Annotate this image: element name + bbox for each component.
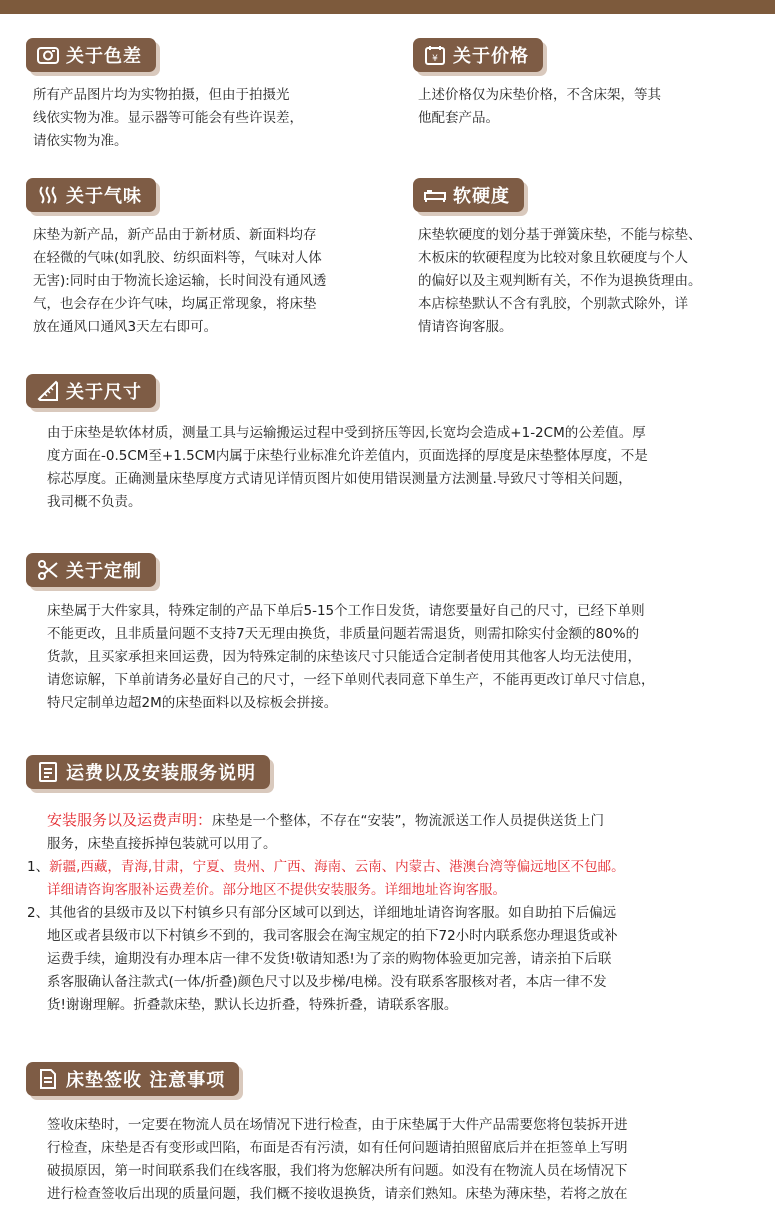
scissors-icon <box>36 558 60 582</box>
top-bar <box>0 0 775 14</box>
text-line: 上述价格仅为床垫价格，不含床架，等其 <box>418 87 661 103</box>
signing-text <box>47 1114 762 1206</box>
text-line: 破损原因，第一时间联系我们在线客服，我们将为您解决所有问题。如没有在物流人员在场情况下 <box>47 1163 628 1179</box>
size-header <box>26 374 156 408</box>
text-line: 由于床垫是软体材质，测量工具与运输搬运过程中受到挤压等因,长宽均会造成+1-2CM的公差值。厚 <box>47 425 646 441</box>
smell-title: 关于气味 <box>66 186 142 207</box>
custom-title: 关于定制 <box>66 561 142 582</box>
text-line: 其他省的县级市及以下村镇乡只有部分区域可以到达，详细地址请咨询客服。如自助拍下后偏远 <box>49 905 617 921</box>
text-line: 木板床的软硬程度为比较对象且软硬度与个人 <box>418 250 688 266</box>
signing-title: 床垫签收 注意事项 <box>66 1070 226 1091</box>
text-line: 床垫属于大件家具，特殊定制的产品下单后5-15个工作日发货，请您要量好自己的尺寸，已经下单则 <box>47 603 645 619</box>
text-line: 床垫为新产品，新产品由于新材质、新面料均存 <box>33 227 317 243</box>
document-icon <box>36 1067 60 1091</box>
item-number: 1、 <box>27 859 50 875</box>
smell-text <box>33 224 383 339</box>
text-line: 签收床垫时，一定要在物流人员在场情况下进行检查，由于床垫属于大件产品需要您将包装拆开进 <box>47 1117 628 1133</box>
price-text <box>418 84 748 130</box>
price-calendar-icon <box>423 43 447 67</box>
color-diff-header <box>26 38 156 72</box>
color-diff-title: 关于色差 <box>66 46 142 67</box>
text-line: 行检查，床垫是否有变形或凹陷，布面是否有污渍，如有任何问题请拍照留底后并在拒签单上写明 <box>47 1140 628 1156</box>
hardness-header <box>413 178 524 212</box>
item-number: 2、 <box>27 905 50 921</box>
text-line: 进行检查签收后出现的质量问题，我们概不接收退换货，请亲们熟知。床垫为薄床垫，若将之放在 <box>47 1186 628 1202</box>
text-line: 他配套产品。 <box>418 110 499 126</box>
smell-header <box>26 178 156 212</box>
text-line: 服务，床垫直接拆掉包装就可以用了。 <box>47 836 277 852</box>
text-line: 我司概不负责。 <box>47 494 142 510</box>
text-line: 床垫软硬度的划分基于弹簧床垫，不能与棕垫、 <box>418 227 702 243</box>
price-header <box>413 38 543 72</box>
text-line: 的偏好以及主观判断有关，不作为退换货理由。 <box>418 273 702 289</box>
shipping-item-2 <box>27 902 762 925</box>
shipping-header <box>26 755 270 789</box>
shipping-lead-red: 安装服务以及运费声明： <box>47 811 213 829</box>
text-line: 度方面在-0.5CM至+1.5CM内属于床垫行业标准允许差值内，页面选择的厚度是床垫整体厚度，不是 <box>47 448 648 464</box>
shipping-lead <box>47 809 762 833</box>
text-line: 运费手续，逾期没有办理本店一律不发货!敬请知悉!为了亲的购物体验更加完善，请亲拍下后联 <box>47 951 612 967</box>
clipboard-icon <box>36 760 60 784</box>
bed-icon <box>423 183 447 207</box>
text-line: 请您谅解，下单前请务必量好自己的尺寸，一经下单则代表同意下单生产，不能再更改订单尺寸信息， <box>47 672 655 688</box>
text-line: 线依实物为准。显示器等可能会有些许误差， <box>33 110 303 126</box>
signing-header <box>26 1062 239 1096</box>
shipping-text <box>27 809 762 1017</box>
text-line: 新疆,西藏，青海,甘肃，宁夏、贵州、广西、海南、云南、内蒙古、港澳台湾等偏远地区不包邮。 <box>49 859 625 875</box>
ruler-icon <box>36 379 60 403</box>
text-line: 货款，且买家承担来回运费，因为特殊定制的床垫该尺寸只能适合定制者使用其他客人均无法使用， <box>47 649 641 665</box>
text-line: 不能更改，且非质量问题不支持7天无理由换货，非质量问题若需退货，则需扣除实付金额的80%的 <box>47 626 640 642</box>
color-diff-text <box>33 84 373 153</box>
text-line: 特尺定制单边超2M的床垫面料以及棕板会拼接。 <box>47 695 338 711</box>
camera-icon <box>36 43 60 67</box>
text-line: 气，也会存在少许气味，均属正常现象，将床垫 <box>33 296 317 312</box>
size-text <box>47 422 762 514</box>
text-line: 地区或者县级市以下村镇乡不到的，我司客服会在淘宝规定的拍下72小时内联系您办理退货或补 <box>47 928 618 944</box>
shipping-lead-rest: 床垫是一个整体，不存在“安装”，物流派送工作人员提供送货上门 <box>212 813 605 829</box>
price-title: 关于价格 <box>453 46 529 67</box>
text-line: 情请咨询客服。 <box>418 319 513 335</box>
smell-waves-icon <box>36 183 60 207</box>
text-line: 详细请咨询客服补运费差价。部分地区不提供安装服务。详细地址咨询客服。 <box>47 882 506 898</box>
svg-text:¥: ¥ <box>432 54 438 64</box>
shipping-title: 运费以及安装服务说明 <box>66 763 256 784</box>
hardness-title: 软硬度 <box>453 186 510 207</box>
text-line: 所有产品图片均为实物拍摄，但由于拍摄光 <box>33 87 290 103</box>
text-line: 系客服确认备注款式(一体/折叠)颜色尺寸以及步梯/电梯。没有联系客服核对者，本店一律不发 <box>47 974 607 990</box>
text-line: 放在通风口通风3天左右即可。 <box>33 319 218 335</box>
text-line: 货!谢谢理解。折叠款床垫，默认长边折叠，特殊折叠，请联系客服。 <box>47 997 458 1013</box>
hardness-text <box>418 224 768 339</box>
text-line: 请依实物为准。 <box>33 133 128 149</box>
custom-header <box>26 553 156 587</box>
text-line: 本店棕垫默认不含有乳胶，个别款式除外，详 <box>418 296 688 312</box>
custom-text <box>47 600 762 715</box>
size-title: 关于尺寸 <box>66 382 142 403</box>
text-line: 在轻微的气味(如乳胶、纺织面料等，气味对人体 <box>33 250 322 266</box>
shipping-item-1 <box>27 856 762 879</box>
text-line: 棕芯厚度。正确测量床垫厚度方式请见详情页图片如使用错误测量方法测量.导致尺寸等相关问题， <box>47 471 632 487</box>
text-line: 无害):同时由于物流长途运输，长时间没有通风透 <box>33 273 327 289</box>
